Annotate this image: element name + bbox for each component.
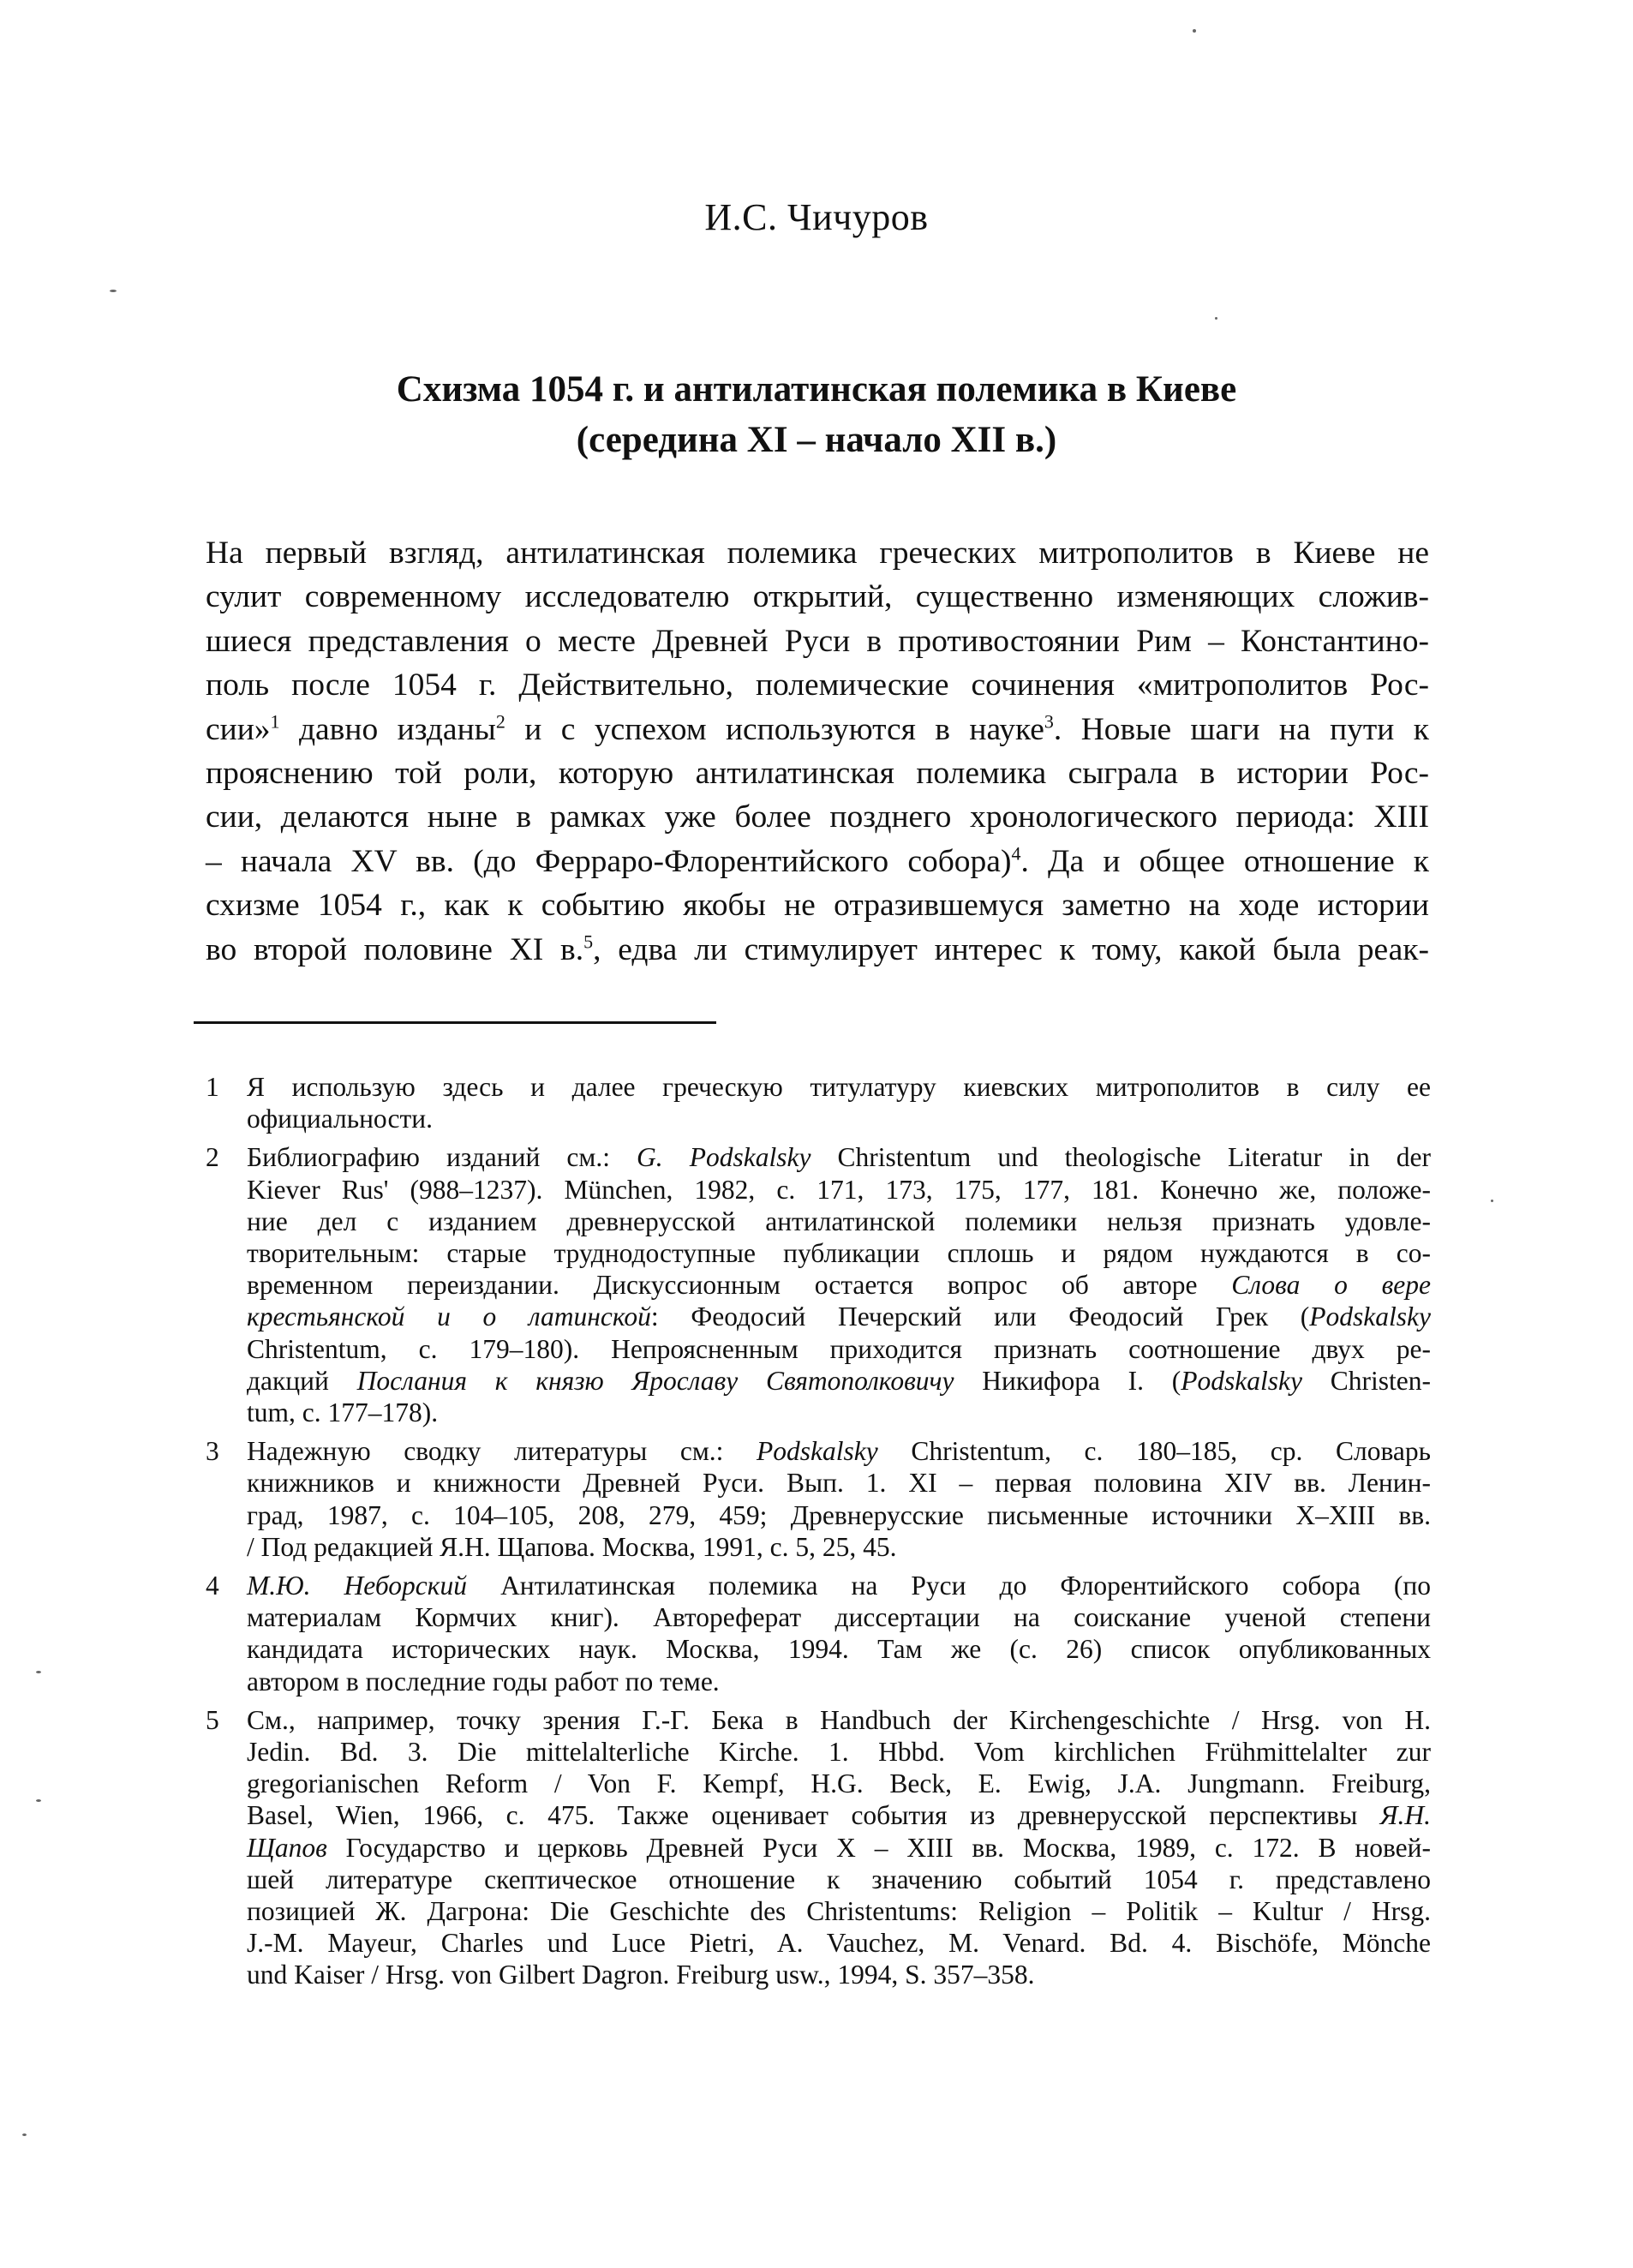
body-line: шиеся представления о месте Древней Руси в противостоянии Рим – Константино- [206,623,1429,659]
footnote-ref-5: 5 [583,931,594,953]
footnote-ref-3: 3 [1044,710,1054,733]
title-line-1: Схизма 1054 г. и антилатинская полемика в Киеве [396,369,1237,410]
footnote-separator [194,1021,716,1024]
footnote-3 [206,1435,1431,1563]
body-line: сии»$^1$ давно изданы$^2$ и с успехом используются в науке$^3$. Новые шаги на пути к [206,710,1429,747]
footnote-number: 1 [206,1072,219,1102]
footnote-line: творительным: старые труднодоступные публикации сплошь и рядом нуждаются в со- [247,1238,1431,1269]
body-line: схизме 1054 г., как к событию якобы не отразившемуся заметно на ходе истории [206,888,1429,924]
footnote-line: J.-M. Mayeur, Charles und Luce Pietri, A. Vauchez, M. Venard. Bd. 4. Bischöfe, Mönche [247,1928,1431,1959]
footnote-line: Basel, Wien, 1966, c. 475. Также оценивает события из древнерусской перспективы Я.Н. [247,1800,1431,1831]
body-line: прояснению той роли, которую антилатинская полемика сыграла в истории Рос- [206,756,1429,792]
body-paragraph [206,531,1429,972]
footnote-ref-4: 4 [1011,842,1021,865]
body-line: – начала XV вв. (до Ферраро-Флорентийского собора)$^4$. Да и общее отношение к [206,842,1429,879]
footnote-line: / Под редакцией Я.Н. Щапова. Москва, 1991, c. 5, 25, 45. [247,1531,897,1562]
footnote-line: Kiever Rus' (988–1237). München, 1982, c. 171, 173, 175, 177, 181. Конечно же, положе- [247,1174,1431,1205]
footnote-5 [206,1704,1431,1991]
footnote-line: град, 1987, c. 104–105, 208, 279, 459; Древнерусские письменные источники X–XIII вв. [247,1499,1431,1530]
footnote-line: ние дел с изданием древнерусской антилатинской полемики нельзя признать удовле- [247,1206,1431,1236]
footnote-line: Надежную сводку литературы см.: Podskalsky Christentum, c. 180–185, ср. Словарь [247,1436,1432,1467]
footnote-line: кандидата исторических наук. Москва, 1994. Там же (с. 26) список опубликованных [247,1634,1431,1665]
footnote-number: 2 [206,1142,219,1173]
scan-speck [36,1799,41,1802]
title-line-2: (середина XI – начало XII в.) [576,420,1057,460]
footnote-line: Библиографию изданий см.: G. Podskalsky Christentum und theologische Literatur in der [247,1142,1431,1173]
footnote-line: Щапов Государство и церковь Древней Руси X – XIII вв. Москва, 1989, c. 172. В новей- [247,1832,1431,1863]
footnote-line: материалам Кормчих книг). Автореферат диссертации на соискание ученой степени [247,1602,1431,1633]
body-line: во второй половине XI в.$^5$, едва ли стимулирует интерес к тому, какой была реак- [206,931,1429,967]
body-line: сулит современному исследователю открытий, существенно изменяющих сложив- [206,579,1429,615]
footnotes [206,1071,1431,1998]
footnote-ref-2: 2 [495,710,505,733]
article-title [0,364,1633,465]
footnote-line: М.Ю. Неборский Антилатинская полемика на Руси до Флорентийского собора (по [247,1571,1431,1601]
footnote-line: Christentum, c. 179–180). Непроясненным приходится признать соотношение двух ре- [247,1333,1431,1364]
footnote-line: автором в последние годы работ по теме. [247,1666,720,1697]
footnote-number: 3 [206,1436,219,1467]
footnote-number: 4 [206,1571,219,1601]
scan-speck [110,290,117,292]
footnote-line: позицией Ж. Дагрона: Die Geschichte des Christentums: Religion – Politik – Kultur / Hrsg. [247,1896,1431,1927]
footnote-line: шей литературе скептическое отношение к значению событий 1054 г. представлено [247,1864,1431,1894]
body-line: сии, делаются ныне в рамках уже более позднего хронологического периода: XIII [206,799,1429,835]
footnote-line: gregorianischen Reform / Von F. Kempf, H.G. Beck, E. Ewig, J.A. Jungmann. Freiburg, [247,1768,1431,1799]
footnote-line: См., например, точку зрения Г.-Г. Бека в Handbuch der Kirchengeschichte / Hrsg. von H. [247,1704,1431,1735]
footnote-number: 5 [206,1704,219,1735]
body-line: поль после 1054 г. Действительно, полемические сочинения «митрополитов Рос- [206,667,1429,703]
footnote-line: дакций Послания к князю Ярославу Святополковичу Никифора I. (Podskalsky Christen- [247,1365,1431,1396]
footnote-1 [206,1071,1431,1134]
footnote-line: книжников и книжности Древней Руси. Вып. 1. XI – первая половина XIV вв. Ленин- [247,1468,1431,1499]
scan-speck [36,1671,41,1673]
scan-speck [1215,317,1217,320]
scan-speck [1491,1200,1493,1202]
footnote-line: временном переиздании. Дискуссионным остается вопрос об авторе Слова о вере [247,1270,1431,1301]
footnote-line: tum, c. 177–178). [247,1397,439,1428]
body-line: На первый взгляд, антилатинская полемика греческих митрополитов в Киеве не [206,536,1429,571]
footnote-4 [206,1570,1431,1697]
footnote-line: крестьянской и о латинской: Феодосий Печерский или Феодосий Грек (Podskalsky [247,1302,1431,1332]
scan-speck [22,2133,27,2136]
footnote-line: официальности. [247,1104,433,1134]
footnote-ref-1: 1 [270,710,280,733]
footnote-line: und Kaiser / Hrsg. von Gilbert Dagron. Freiburg usw., 1994, S. 357–358. [247,1960,1035,1990]
scan-speck [1193,29,1196,33]
author-name: И.С. Чичуров [704,196,929,238]
footnote-line: Jedin. Bd. 3. Die mittelalterliche Kirche. 1. Hbbd. Vom kirchlichen Frühmittelalter zur [247,1737,1431,1768]
footnote-2 [206,1141,1431,1428]
footnote-line: Я использую здесь и далее греческую титулатуру киевских митрополитов в силу ее [247,1072,1431,1102]
